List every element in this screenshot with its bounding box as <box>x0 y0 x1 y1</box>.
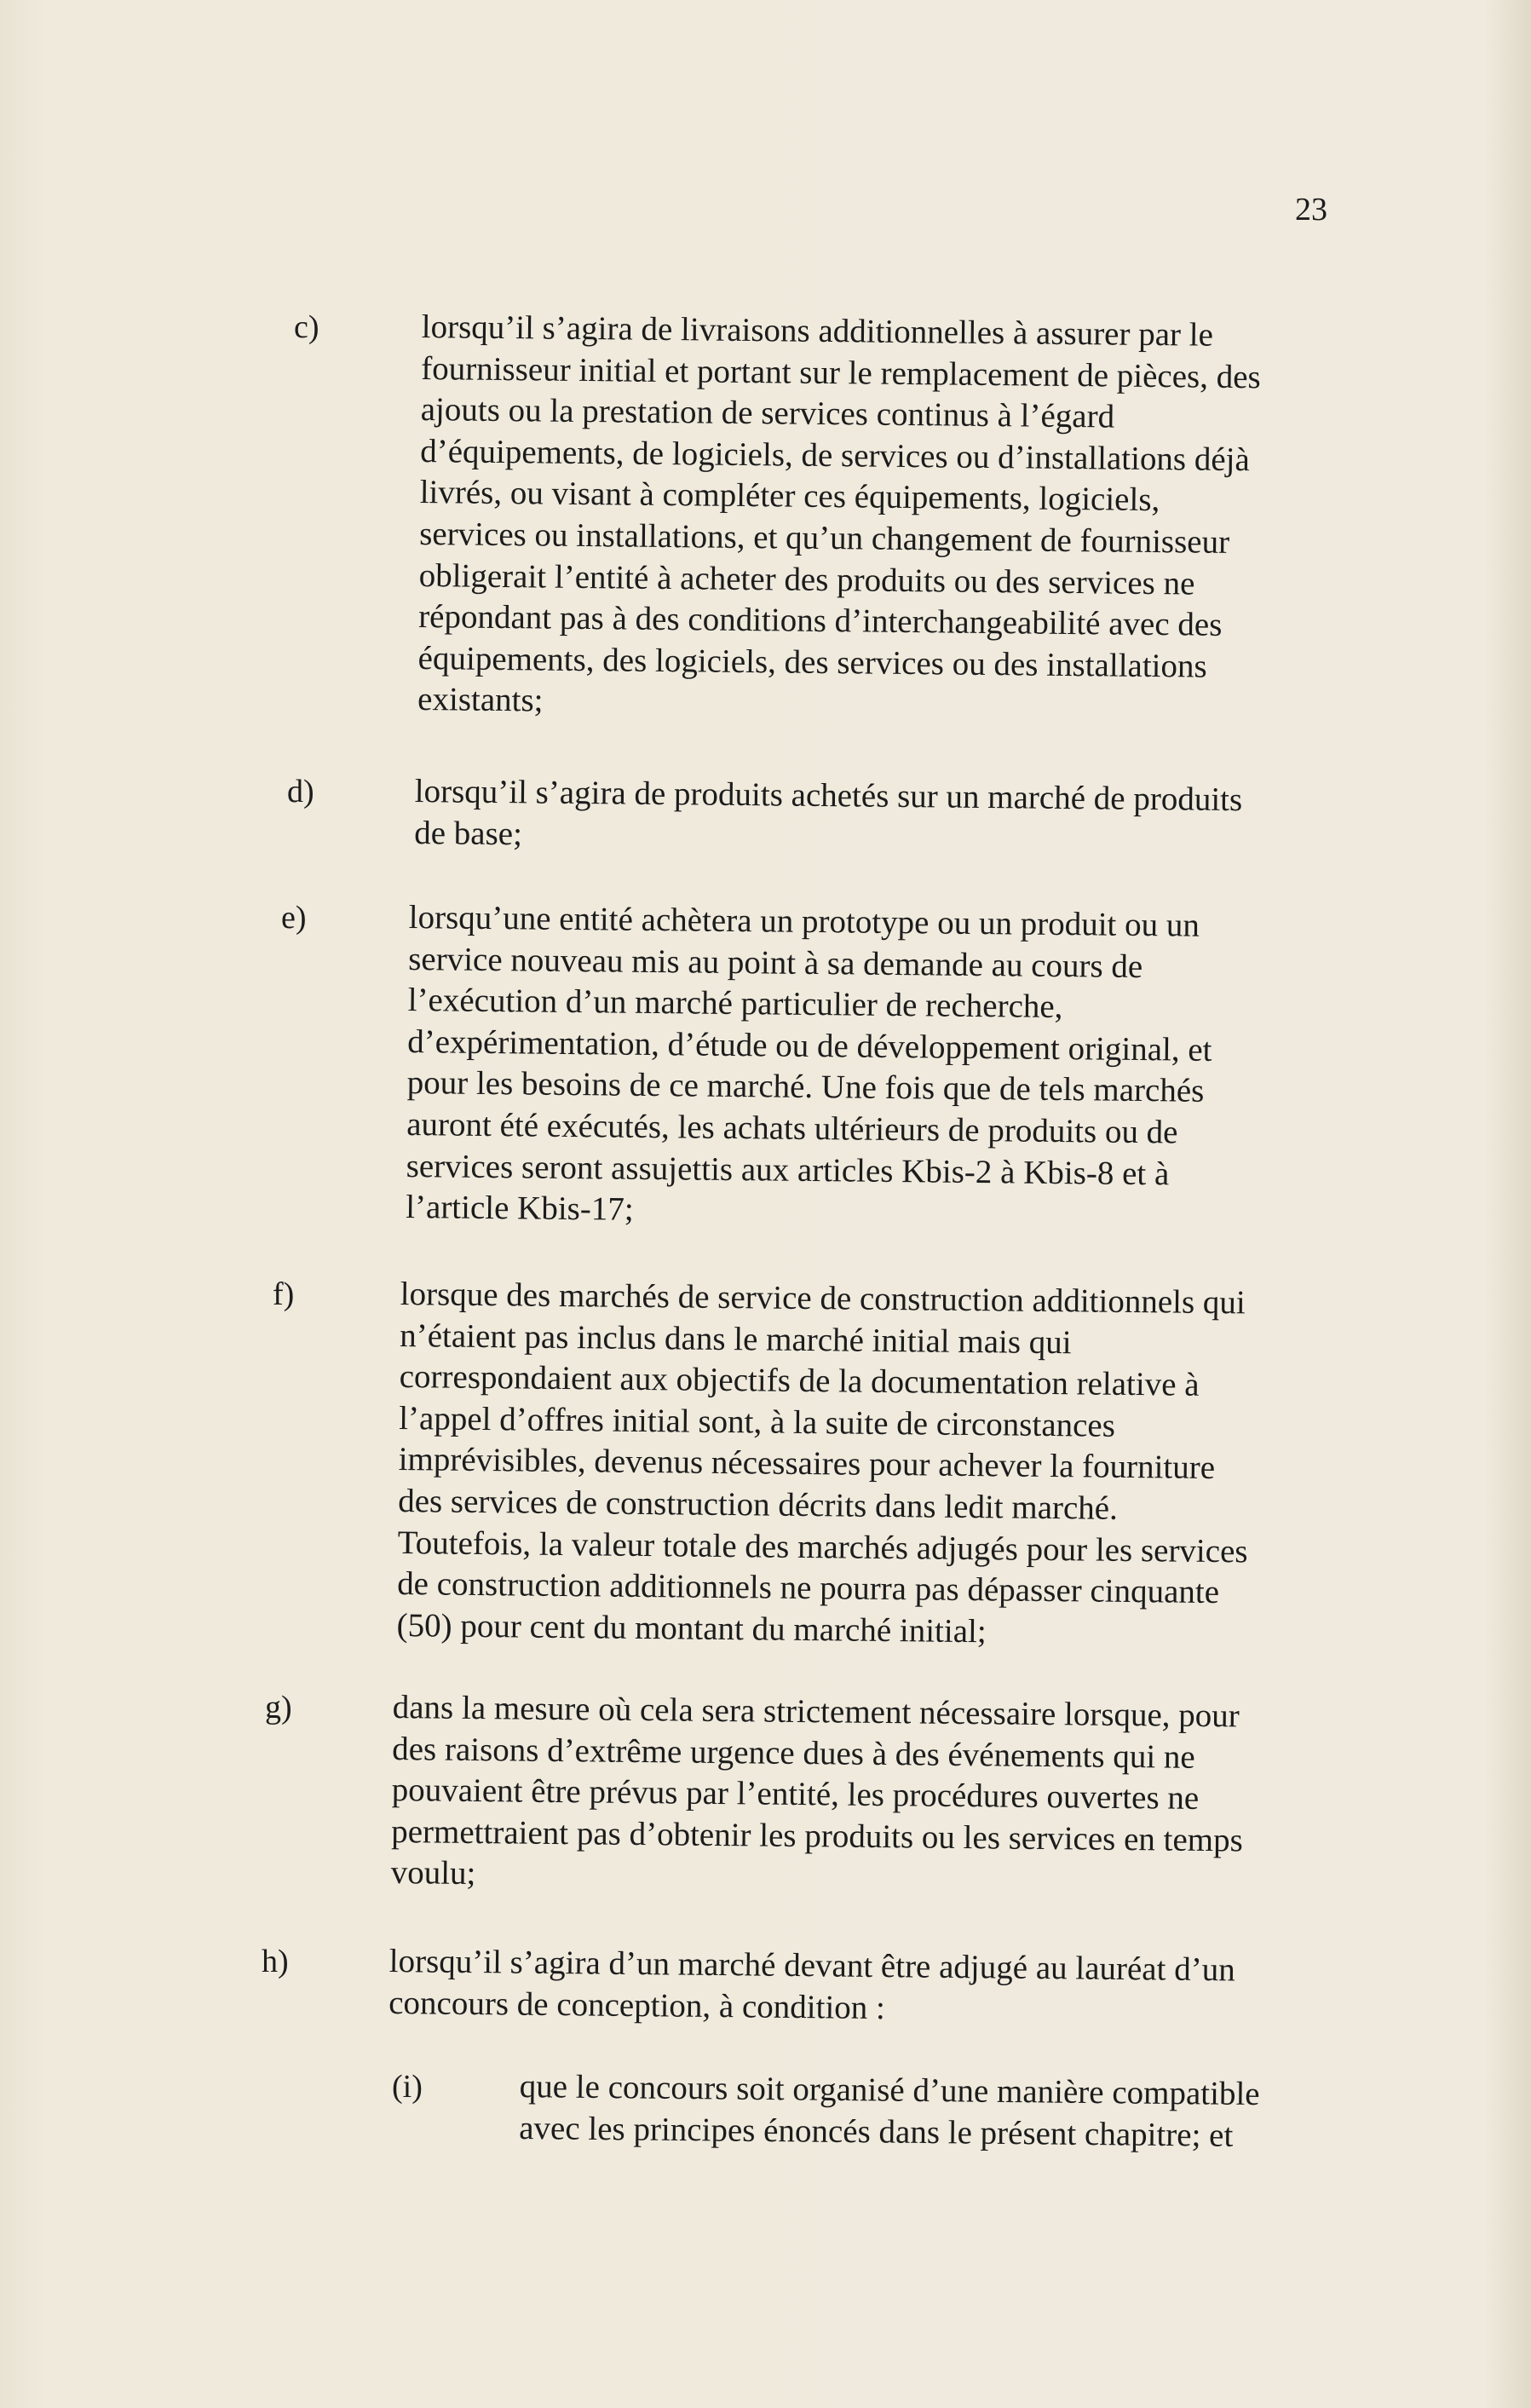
page-number: 23 <box>1295 192 1327 228</box>
item-label: g) <box>265 1690 292 1725</box>
sub-item-label: (i) <box>392 2069 423 2105</box>
item-label: f) <box>273 1276 295 1312</box>
page-edge-shadow <box>1482 0 1531 2408</box>
item-text: dans la mesure où cela sera strictement nécessaire lorsque, pour des raisons d’extrême urgence dues à des événements qui ne pouvaient être prévus par l’entité, les procédures ouvertes ne permettraient pas d’obtenir les produits ou les services en temps voulu; <box>390 1688 1244 1892</box>
sub-item-text: que le concours soit organisé d’une manière compatible avec les principes énoncés dans le présent chapitre; et <box>519 2068 1260 2154</box>
item-text: lorsqu’il s’agira d’un marché devant être adjugé au lauréat d’un concours de conception, à condition : <box>389 1943 1235 2026</box>
item-label: d) <box>287 774 314 809</box>
item-label: e) <box>281 900 307 936</box>
item-text: lorsque des marchés de service de construction additionnels qui n’étaient pas inclus dans le marché initial mais qui correspondaient aux objectifs de la documentation relative à l’appel d’offres initial sont, à la suite de circonstances imprévisibles, devenus nécessaires pour achever la fourniture des services de construction décrits dans ledit marché. Toutefois, la valeur totale des marchés adjugés pour les services de construction additionnels ne pourra pas dépasser cinquante (50) pour cent du montant du marché initial; <box>396 1275 1248 1650</box>
item-text: lorsqu’il s’agira de livraisons additionnelles à assurer par le fournisseur initial et portant sur le remplacement de pièces, des ajouts ou la prestation de services continus à l’égard d’équipements, de logiciels, de services ou d’installations déjà livrés, ou visant à compléter ces équipements, logiciels, services ou installations, et qu’un changement de fournisseur obligerait l’entité à acheter des produits ou des services ne répondant pas à des conditions d’interchangeabilité avec des équipements, des logiciels, des services ou des installations existants; <box>417 308 1261 719</box>
item-text: lorsqu’il s’agira de produits achetés sur un marché de produits de base; <box>414 772 1243 852</box>
item-label: h) <box>262 1944 289 1979</box>
item-text: lorsqu’une entité achètera un prototype ou un produit ou un service nouveau mis au point à sa demande au cours de l’exécution d’un marché particulier de recherche, d’expérimentation, d’étude ou de développement original, et pour les besoins de ce marché. Une fois que de tels marchés auront été exécutés, les achats ultérieurs de produits ou de services seront assujettis aux articles Kbis-2 à Kbis-8 et à l’article Kbis-17; <box>405 898 1212 1228</box>
item-label: c) <box>294 309 319 345</box>
